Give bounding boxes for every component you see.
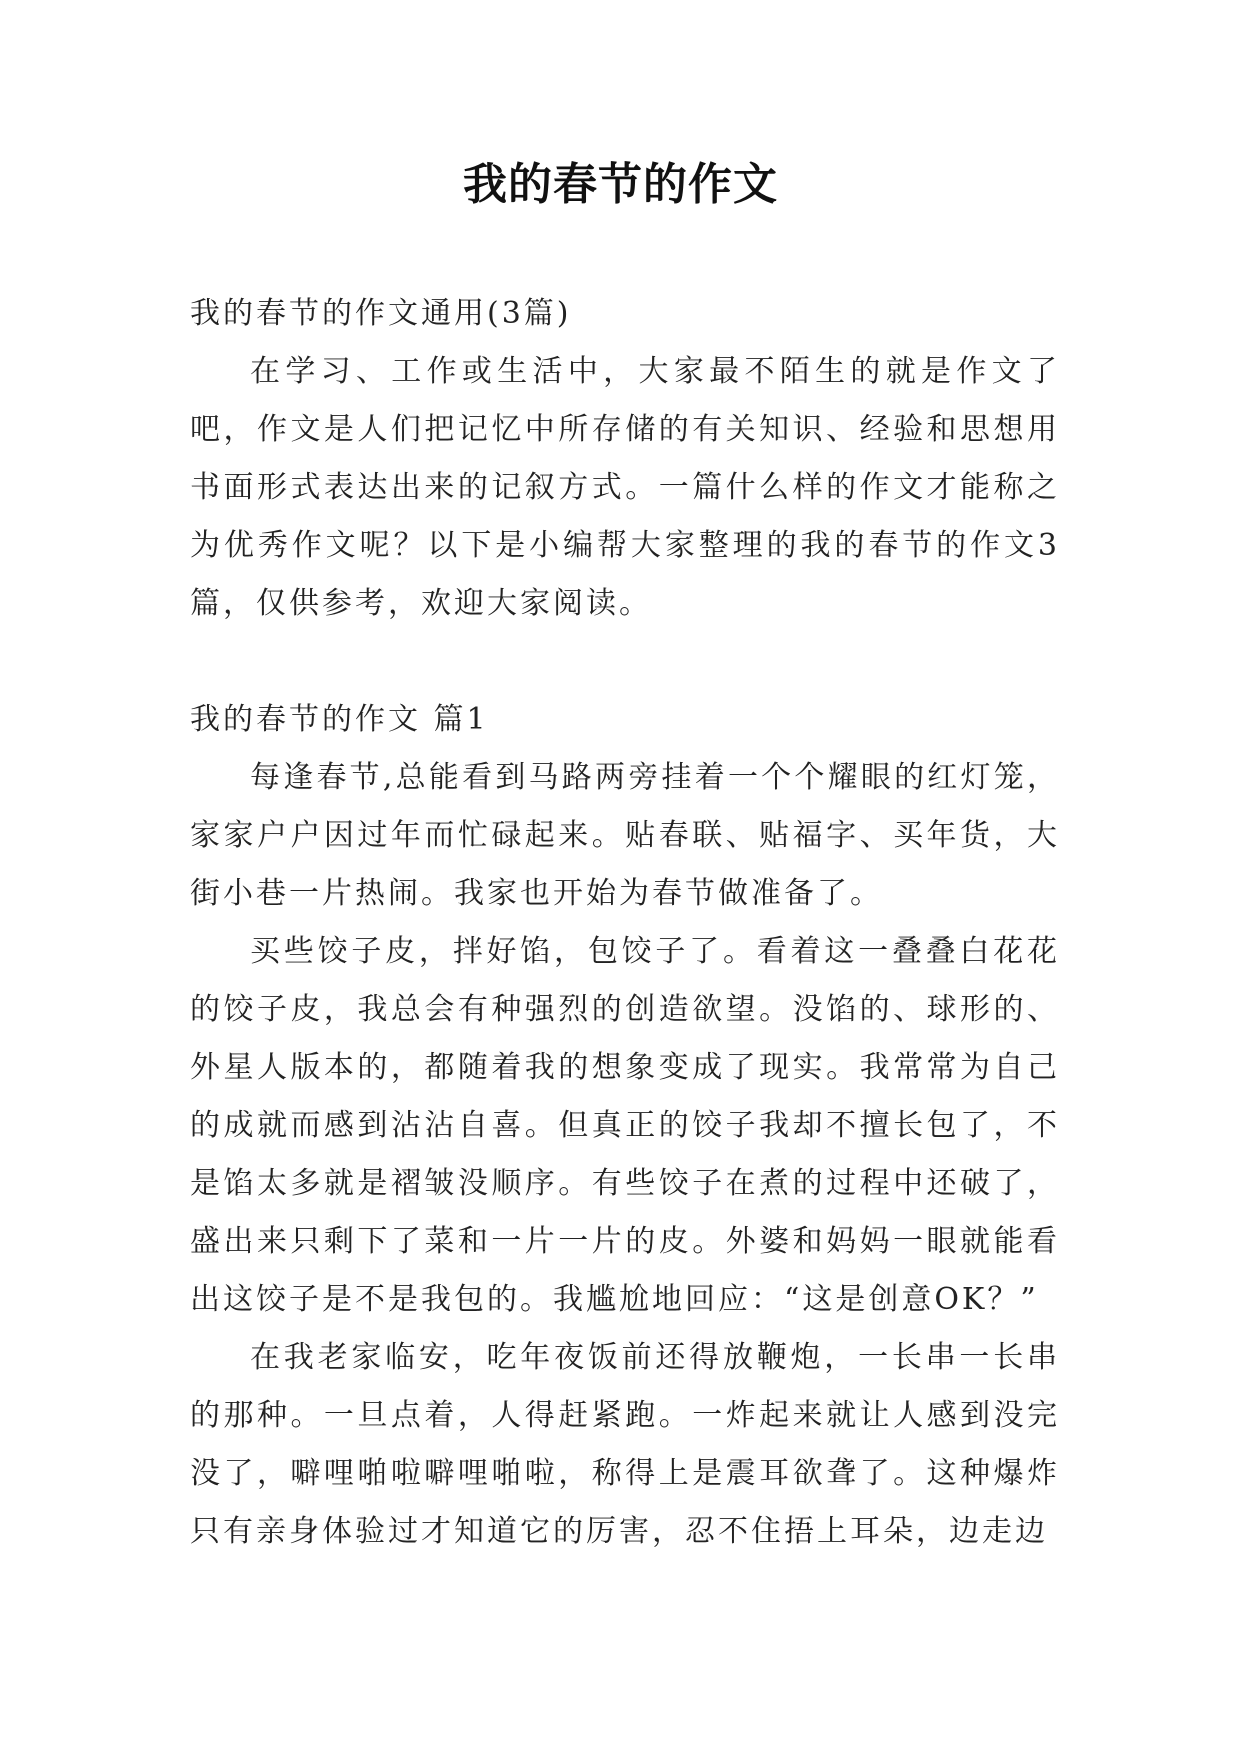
- document-subtitle: 我的春节的作文通用(3篇): [190, 296, 572, 331]
- document-body: [190, 285, 1060, 1561]
- section-paragraph: 每逢春节,总能看到马路两旁挂着一个个耀眼的红灯笼，家家户户因过年而忙碌起来。贴春联、贴福字、买年货，大街小巷一片热闹。我家也开始为春节做准备了。: [190, 760, 1060, 911]
- section-heading: 我的春节的作文 篇1: [190, 702, 489, 737]
- intro-paragraph: 在学习、工作或生活中，大家最不陌生的就是作文了吧，作文是人们把记忆中所存储的有关知识、经验和思想用书面形式表达出来的记叙方式。一篇什么样的作文才能称之为优秀作文呢？以下是小编帮大家整理的我的春节的作文3篇，仅供参考，欢迎大家阅读。: [190, 354, 1060, 621]
- section-paragraph: 买些饺子皮，拌好馅，包饺子了。看着这一叠叠白花花的饺子皮，我总会有种强烈的创造欲望。没馅的、球形的、外星人版本的，都随着我的想象变成了现实。我常常为自己的成就而感到沾沾自喜。但真正的饺子我却不擅长包了，不是馅太多就是褶皱没顺序。有些饺子在煮的过程中还破了，盛出来只剩下了菜和一片一片的皮。外婆和妈妈一眼就能看出这饺子是不是我包的。我尴尬地回应：“这是创意OK？”: [190, 934, 1060, 1317]
- document-title: 我的春节的作文: [463, 159, 778, 210]
- section-paragraph: 在我老家临安，吃年夜饭前还得放鞭炮，一长串一长串的那种。一旦点着，人得赶紧跑。一炸起来就让人感到没完没了，噼哩啪啦噼哩啪啦，称得上是震耳欲聋了。这种爆炸只有亲身体验过才知道它的厉害，忍不住捂上耳朵，边走边: [190, 1340, 1060, 1549]
